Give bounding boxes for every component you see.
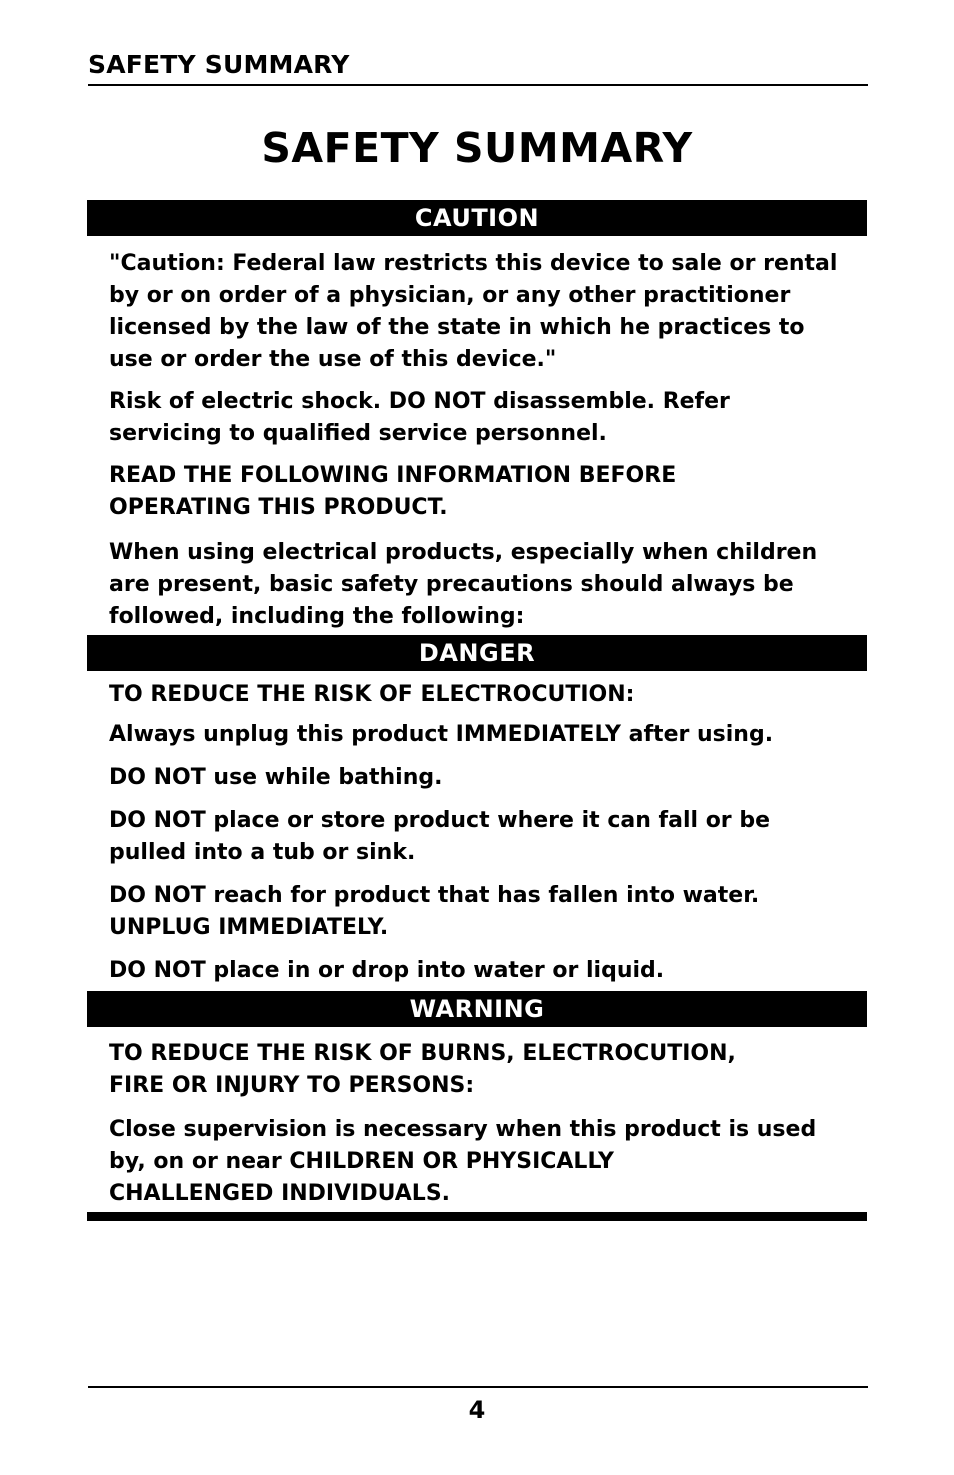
danger-unplug-text <box>109 719 854 751</box>
danger-reach-text <box>109 880 854 944</box>
text-line: servicing to qualified service personnel. <box>109 421 607 446</box>
caution-read-info-text <box>109 460 854 524</box>
warning-supervision-text <box>109 1114 854 1210</box>
text-line: DO NOT use while bathing. <box>109 765 443 790</box>
text-line: Close supervision is necessary when this product is used <box>109 1117 817 1142</box>
danger-bathing-text <box>109 762 854 794</box>
text-line: pulled into a tub or sink. <box>109 840 416 865</box>
text-line: "Caution: Federal law restricts this device to sale or rental <box>109 251 838 276</box>
danger-banner: DANGER <box>87 635 867 671</box>
text-line: READ THE FOLLOWING INFORMATION BEFORE <box>109 463 677 488</box>
text-line: licensed by the law of the state in which he practices to <box>109 315 805 340</box>
footer-rule <box>88 1386 868 1388</box>
caution-precautions-text <box>109 537 854 633</box>
caution-shock-text <box>109 386 854 450</box>
text-line: CHALLENGED INDIVIDUALS. <box>109 1181 451 1206</box>
warning-heading <box>109 1038 854 1102</box>
header-rule <box>88 84 868 86</box>
text-line: When using electrical products, especially when children <box>109 540 818 565</box>
text-line: FIRE OR INJURY TO PERSONS: <box>109 1073 475 1098</box>
section-end-bar <box>87 1212 867 1221</box>
text-line: use or order the use of this device." <box>109 347 557 372</box>
caution-federal-law-text <box>109 248 854 376</box>
running-header: SAFETY SUMMARY <box>88 50 350 79</box>
text-line: UNPLUG IMMEDIATELY. <box>109 915 389 940</box>
text-line: by, on or near CHILDREN OR PHYSICALLY <box>109 1149 614 1174</box>
text-line: followed, including the following: <box>109 604 525 629</box>
text-line: DO NOT place or store product where it can fall or be <box>109 808 770 833</box>
caution-banner: CAUTION <box>87 200 867 236</box>
text-line: OPERATING THIS PRODUCT. <box>109 495 448 520</box>
page-number: 4 <box>468 1396 486 1424</box>
text-line: are present, basic safety precautions should always be <box>109 572 794 597</box>
text-line: Always unplug this product IMMEDIATELY after using. <box>109 722 774 747</box>
warning-banner: WARNING <box>87 991 867 1027</box>
text-line: TO REDUCE THE RISK OF BURNS, ELECTROCUTION, <box>109 1041 736 1066</box>
page-title: SAFETY SUMMARY <box>261 124 693 172</box>
text-line: TO REDUCE THE RISK OF ELECTROCUTION: <box>109 682 635 707</box>
text-line: DO NOT place in or drop into water or liquid. <box>109 958 665 983</box>
danger-water-text <box>109 955 854 987</box>
danger-store-text <box>109 805 854 869</box>
text-line: by or on order of a physician, or any other practitioner <box>109 283 791 308</box>
text-line: Risk of electric shock. DO NOT disassemble. Refer <box>109 389 730 414</box>
text-line: DO NOT reach for product that has fallen into water. <box>109 883 760 908</box>
danger-heading <box>109 679 854 711</box>
